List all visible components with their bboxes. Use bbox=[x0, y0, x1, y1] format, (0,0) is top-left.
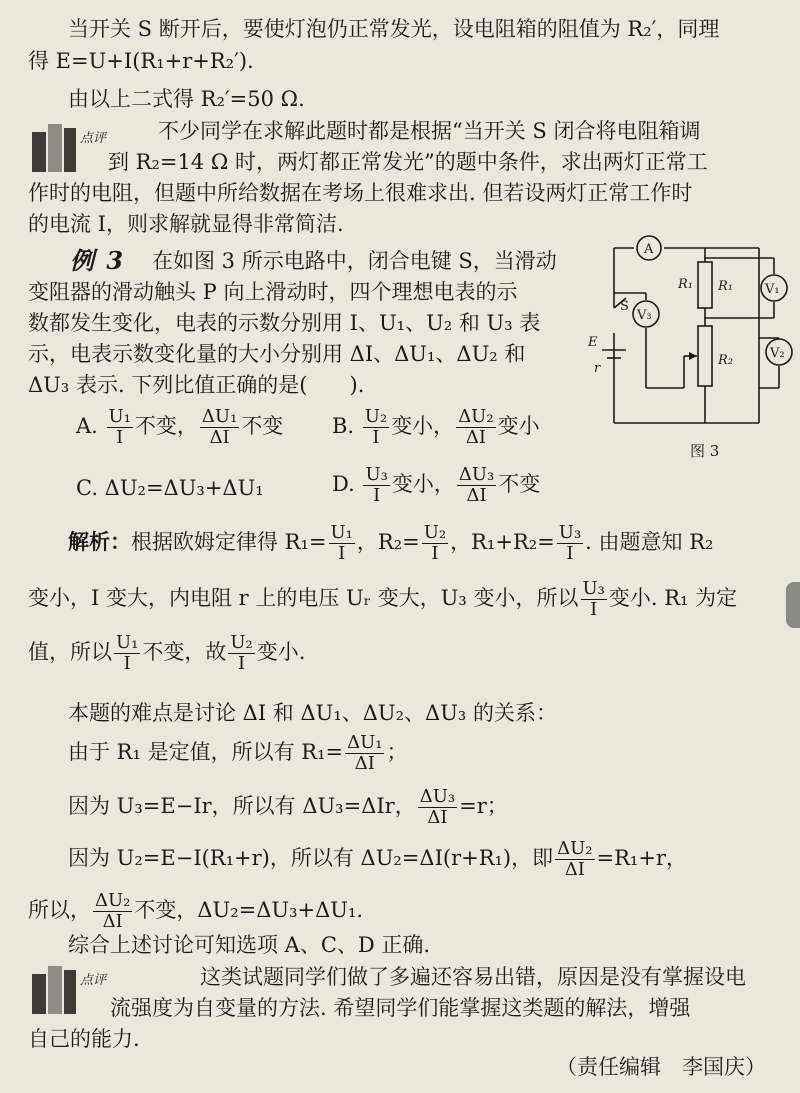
conclusion-line: 综合上述讨论可知选项 A、C、D 正确. bbox=[68, 933, 431, 957]
fraction: $\frac{\text{ΔU₁}}{\Delta I}$ bbox=[347, 732, 383, 774]
solution-line: 本题的难点是讨论 ΔI 和 ΔU₁、ΔU₂、ΔU₃ 的关系： bbox=[68, 701, 558, 725]
fraction: $\frac{\text{ΔU₂}}{\Delta I}$ bbox=[557, 838, 593, 880]
comment-line: 流强度为自变量的方法. 希望同学们能掌握这类题的解法，增强 bbox=[110, 996, 691, 1020]
comment-line: 作时的电阻，但题中所给数据在考场上很难求出. 但若设两灯正常工作时 bbox=[28, 181, 693, 205]
fraction: $\frac{\text{U₁}}{I}$ bbox=[330, 522, 353, 564]
fraction: $\frac{\text{U₂}}{I}$ bbox=[364, 406, 388, 448]
resistor-label: R₂ bbox=[718, 353, 733, 368]
figure-caption: 图 3 bbox=[690, 442, 720, 460]
option-c: C. ΔU₂=ΔU₃+ΔU₁ bbox=[76, 476, 264, 500]
problem-line: 变阻器的滑动触头 P 向上滑动时，四个理想电表的示 bbox=[28, 280, 518, 304]
solution-line: 所以， $\frac{\text{ΔU₂}}{\Delta I}$ 不变，ΔU₂=ΔU₃+ΔU₁. bbox=[28, 890, 364, 932]
resistor-label: R₁ bbox=[718, 279, 733, 294]
comment-line: 不少同学在求解此题时都是根据“当开关 S 闭合将电阻箱调 bbox=[158, 119, 701, 143]
example-label: 例 3 bbox=[70, 246, 126, 275]
comment-line: 到 R₂=14 Ω 时，两灯都正常发光”的题中条件，求出两灯正常工 bbox=[108, 150, 708, 174]
solution-line: 解析：根据欧姆定律得 R₁= $\frac{\text{U₁}}{I}$ ，R₂= $\frac{\text{U₂}}{I}$ ，R₁+R₂= $\frac{\text{U₃}}{I}$ . 由题意知 R₂ bbox=[68, 522, 714, 564]
editor-credit: （责任编辑 李国庆） bbox=[556, 1055, 766, 1079]
solution-line: 变小，I 变大，内电阻 r 上的电压 Uᵣ 变大，U₃ 变小，所以 $\frac{\text{U₃}}{I}$ 变小. R₁ 为定 bbox=[28, 578, 738, 620]
fraction: $\frac{\text{U₁}}{I}$ bbox=[116, 632, 139, 674]
solution-line: 由于 R₁ 是定值，所以有 R₁= $\frac{\text{ΔU₁}}{\Delta I}$ ； bbox=[68, 732, 408, 774]
comment-line: 这类试题同学们做了多遍还容易出错，原因是没有掌握设电 bbox=[200, 965, 746, 989]
voltmeter-label: V₂ bbox=[770, 346, 785, 361]
resistor-label: R₁ bbox=[678, 277, 693, 292]
fraction: $\frac{\text{ΔU₃}}{\Delta I}$ bbox=[458, 464, 495, 506]
comment-badge: 点评 bbox=[80, 131, 107, 146]
fraction: $\frac{\text{U₃}}{I}$ bbox=[365, 464, 388, 506]
fraction: $\frac{\text{ΔU₁}}{\Delta I}$ bbox=[201, 406, 238, 448]
voltmeter-label: V₃ bbox=[637, 308, 652, 323]
switch-label: S bbox=[620, 299, 629, 314]
fraction: $\frac{\text{ΔU₃}}{\Delta I}$ bbox=[419, 786, 456, 828]
voltmeter-label: V₁ bbox=[765, 282, 780, 297]
fraction: $\frac{\text{U₃}}{I}$ bbox=[582, 578, 605, 620]
option-b: B. $\frac{\text{U₂}}{I}$ 变小， $\frac{\text{ΔU₂}}{\Delta I}$ 变小 bbox=[332, 406, 540, 448]
circuit-diagram bbox=[584, 238, 794, 463]
text-line: 由以上二式得 R₂′=50 Ω. bbox=[68, 87, 305, 111]
problem-line: 在如图 3 所示电路中，闭合电键 S，当滑动 bbox=[152, 249, 557, 273]
problem-line: 示，电表示数变化量的大小分别用 ΔI、ΔU₁、ΔU₂ 和 bbox=[28, 342, 526, 366]
page-edge-tab bbox=[786, 582, 800, 628]
solution-line: 值，所以 $\frac{\text{U₁}}{I}$ 不变，故 $\frac{\text{U₂}}{I}$ 变小. bbox=[28, 632, 306, 674]
fraction: $\frac{\text{U₂}}{I}$ bbox=[423, 522, 447, 564]
problem-line: ΔU₃ 表示. 下列比值正确的是( ). bbox=[28, 373, 365, 397]
fraction: $\frac{\text{U₃}}{I}$ bbox=[558, 522, 582, 564]
text-line: 当开关 S 断开后，要使灯泡仍正常发光，设电阻箱的阻值为 R₂′，同理 bbox=[68, 17, 720, 41]
fraction: $\frac{\text{U₂}}{I}$ bbox=[230, 632, 253, 674]
ammeter-label: A bbox=[644, 242, 654, 257]
comment-line: 自己的能力. bbox=[28, 1027, 140, 1051]
book-stack-icon bbox=[28, 960, 107, 1016]
comment-badge: 点评 bbox=[80, 973, 107, 988]
problem-line: 数都发生变化，电表的示数分别用 I、U₁、U₂ 和 U₃ 表 bbox=[28, 311, 541, 335]
text-line: 得 E=U+I(R₁+r+R₂′). bbox=[28, 49, 254, 73]
option-d: D. $\frac{\text{U₃}}{I}$ 变小， $\frac{\text{ΔU₃}}{\Delta I}$ 不变 bbox=[332, 464, 541, 506]
book-stack-icon bbox=[28, 118, 107, 174]
option-a: A. $\frac{\text{U₁}}{I}$ 不变， $\frac{\text{ΔU₁}}{\Delta I}$ 不变 bbox=[76, 406, 284, 448]
solution-line: 因为 U₂=E−I(R₁+r)，所以有 ΔU₂=ΔI(r+R₁)，即 $\frac{\text{ΔU₂}}{\Delta I}$ =R₁+r， bbox=[68, 838, 687, 880]
fraction: $\frac{\text{U₁}}{I}$ bbox=[108, 406, 131, 448]
emf-label: E bbox=[588, 335, 598, 350]
fraction: $\frac{\text{ΔU₂}}{\Delta I}$ bbox=[95, 890, 131, 932]
comment-line: 的电流 I，则求解就显得非常简洁. bbox=[28, 212, 344, 236]
solution-line: 因为 U₃=E−Ir，所以有 ΔU₃=ΔIr， $\frac{\text{ΔU₃}}{\Delta I}$ =r； bbox=[68, 786, 508, 828]
fraction: $\frac{\text{ΔU₂}}{\Delta I}$ bbox=[458, 406, 494, 448]
internal-resistance-label: r bbox=[594, 361, 601, 376]
